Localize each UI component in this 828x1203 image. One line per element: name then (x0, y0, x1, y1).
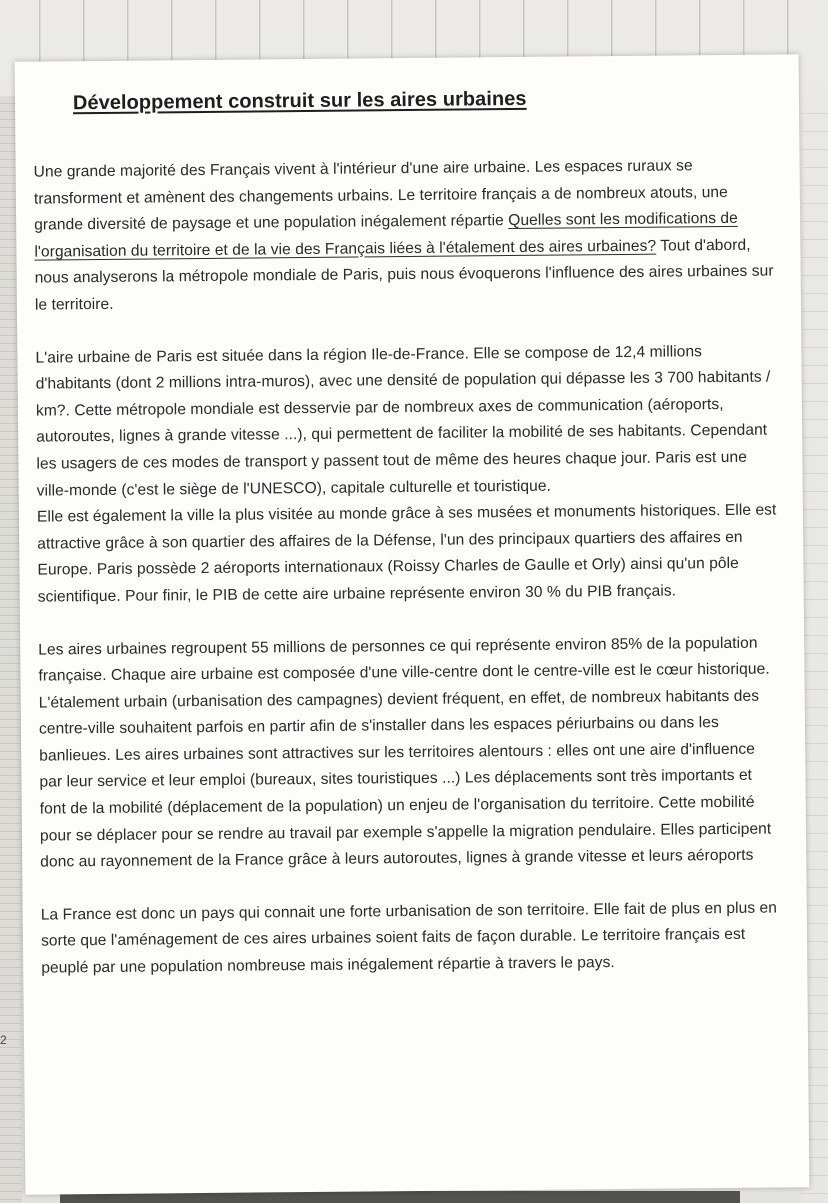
intro-paragraph (34, 153, 775, 320)
printed-sheet (15, 54, 810, 1194)
paris-paragraph-1: L'aire urbaine de Paris est située dans la région Ile-de-France. Elle se compose de 12,4 millions d'habitants (dont 2 millions intra-muros), avec une densité de population qui dépasse les 3 700 habitants / km?. Cette métropole mondiale est desservie par de nombreux axes de communication (aéroports, autoroutes, lignes à grande vitesse ...), qui permettent de faciliter la mobilité de ses habitants. Cependant les usagers de ces modes de transport y passent tout de même des heures chaque jour. Paris est une ville-monde (c'est le siège de l'UNESCO), capitale culturelle et touristique. (35, 342, 771, 500)
paris-paragraph-2: Elle est également la ville la plus visitée au monde grâce à ses musées et monuments historiques. Elle est attractive grâce à son quartier des affaires de la Défense, l'un des principaux quartiers des affaires en Europe. Paris possède 2 aéroports internationaux (Roissy Charles de Gaulle et Orly) ainsi qu'un pôle scientifique. Pour finir, le PIB de cette aire urbaine représente environ 30 % du PIB français. (36, 501, 777, 606)
intro-text: Une grande majorité des Français vivent à l'intérieur d'une aire urbaine. Les espaces ruraux se transforment et amènent des changements urbains. Le territoire français a de nombreux atouts, une grande diversité de paysage et une population inégalement répartie (33, 157, 728, 234)
document-title: Développement construit sur les aires urbaines (72, 87, 527, 115)
margin-page-number: 2 (0, 1033, 7, 1047)
intro-plan: Tout d'abord, nous analyserons la métropole mondiale de Paris, puis nous évoquerons l'influence des aires urbaines sur le territoire. (34, 236, 774, 314)
problematic-question: Quelles sont les modifications de l'organisation du territoire et de la vie des Français liées à l'étalement des aires urbaines? (34, 210, 738, 261)
aires-urbaines-paragraph: Les aires urbaines regroupent 55 millions de personnes ce qui représente environ 85% de la population française. Chaque aire urbaine est composée d'une ville-centre dont le centre-ville est le cœur historique. L'étalement urbain (urbanisation des campagnes) devient fréquent, en effet, de nombreux habitants des centre-ville souhaitent parfois en partir afin de s'installer dans les espaces périurbains ou dans les banlieues. Les aires urbaines sont attractives sur les territoires alentours : elles ont une aire d'influence par leur service et leur emploi (bureaux, sites touristiques ...) Les déplacements sont très importants et font de la mobilité (déplacement de la population) un enjeu de l'organisation du territoire. Cette mobilité pour se déplacer pour se rendre au travail par exemple s'appelle la migration pendulaire. Elles participent donc au rayonnement de la France grâce à leurs autoroutes, lignes à grande vitesse et leurs aéroports (38, 634, 772, 871)
conclusion-paragraph: La France est donc un pays qui connait une forte urbanisation de son territoire. Elle fait de plus en plus en sorte que l'aménagement de ces aires urbaines soient faits de façon durable. Le territoire français est peuplé par une population nombreuse mais inégalement répartie à travers le pays. (40, 899, 778, 977)
document-body (33, 83, 782, 983)
